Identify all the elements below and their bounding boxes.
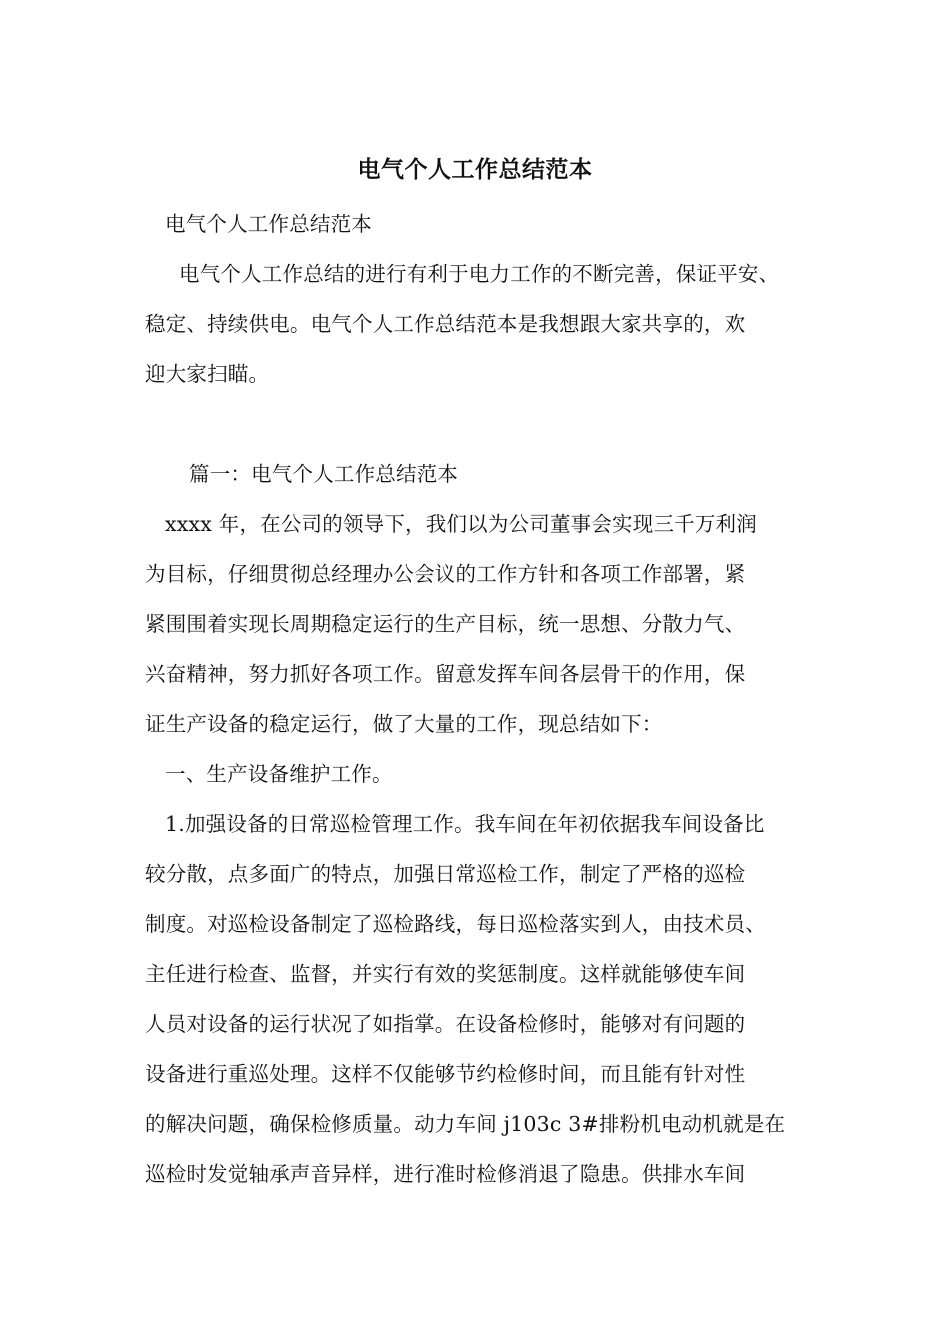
section-heading: 篇一：电气个人工作总结范本: [189, 462, 459, 486]
subtitle-line: 电气个人工作总结范本: [165, 212, 372, 236]
paragraph-line: 设备进行重巡处理。这样不仅能够节约检修时间，而且能有针对性: [145, 1062, 746, 1086]
paragraph-line: 人员对设备的运行状况了如指掌。在设备检修时，能够对有问题的: [145, 1012, 746, 1036]
paragraph-line: 稳定、持续供电。电气个人工作总结范本是我想跟大家共享的，欢: [145, 312, 746, 336]
paragraph-line: 电气个人工作总结的进行有利于电力工作的不断完善，保证平安、: [179, 262, 780, 286]
subsection-heading: 一、生产设备维护工作。: [165, 762, 393, 786]
paragraph-line: 兴奋精神，努力抓好各项工作。留意发挥车间各层骨干的作用，保: [145, 662, 746, 686]
paragraph-line: 证生产设备的稳定运行，做了大量的工作，现总结如下：: [145, 712, 663, 736]
paragraph-line: 为目标，仔细贯彻总经理办公会议的工作方针和各项工作部署，紧: [145, 562, 746, 586]
paragraph-line: xxxx 年，在公司的领导下，我们以为公司董事会实现三千万利润: [165, 512, 757, 536]
paragraph-line: 迎大家扫瞄。: [145, 362, 270, 386]
paragraph-line: 巡检时发觉轴承声音异样，进行准时检修消退了隐患。供排水车间: [145, 1162, 746, 1186]
paragraph-line: 的解决问题，确保检修质量。动力车间 j103c 3#排粉机电动机就是在: [145, 1112, 786, 1136]
paragraph-line: 制度。对巡检设备制定了巡检路线，每日巡检落实到人，由技术员、: [145, 912, 766, 936]
paragraph-line: 较分散，点多面广的特点，加强日常巡检工作，制定了严格的巡检: [145, 862, 746, 886]
paragraph-line: 主任进行检查、监督，并实行有效的奖惩制度。这样就能够使车间: [145, 962, 746, 986]
document-title: 电气个人工作总结范本: [357, 156, 593, 183]
paragraph-line: 1.加强设备的日常巡检管理工作。我车间在年初依据我车间设备比: [165, 812, 765, 836]
paragraph-line: 紧围围着实现长周期稳定运行的生产目标，统一思想、分散力气、: [145, 612, 746, 636]
